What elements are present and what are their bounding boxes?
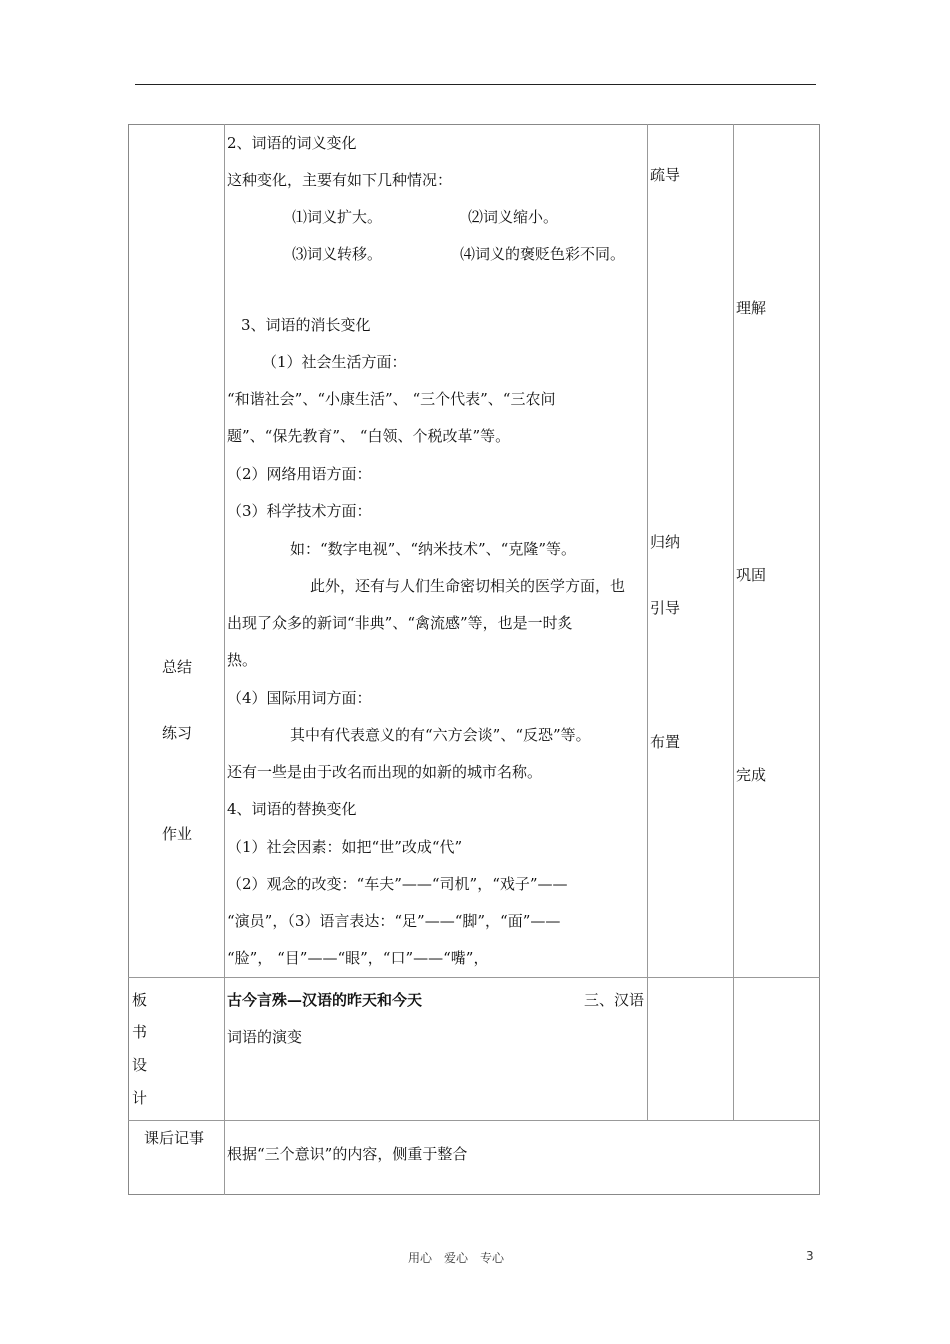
row-divider-2 <box>128 1120 820 1121</box>
teacher-assign: 布置 <box>650 733 681 751</box>
sec3-sub4: （4）国际用词方面： <box>227 689 372 707</box>
label-homework: 作业 <box>162 825 193 843</box>
row-divider-1 <box>128 977 820 978</box>
label-practice: 练习 <box>162 724 193 742</box>
sec2-item2: ⑵词义缩小。 <box>468 208 559 226</box>
sec4-title: 4、词语的替换变化 <box>227 800 357 818</box>
footer-motto: 用心 爱心 专心 <box>408 1251 505 1265</box>
sec3-sub1-line1: “和谐社会”、“小康生活”、 “三个代表”、“三农问 <box>227 390 556 408</box>
board-title: 古今言殊—汉语的昨天和今天 <box>227 991 423 1009</box>
label-board-2: 书 <box>132 1023 148 1041</box>
header-rule <box>135 84 816 85</box>
col-divider-3 <box>733 124 734 1120</box>
col-divider-1 <box>224 124 225 1195</box>
sec4-line1: （1）社会因素：如把“世”改成“代” <box>227 838 463 856</box>
sec3-sub3-line1: 如：“数字电视”、“纳米技术”、“克隆”等。 <box>290 540 577 558</box>
sec3-sub4-line2: 还有一些是由于改名而出现的如新的城市名称。 <box>227 763 543 781</box>
student-understand: 理解 <box>736 299 767 317</box>
label-board-4: 计 <box>132 1089 148 1107</box>
label-board-3: 设 <box>132 1056 148 1074</box>
sec4-line2: （2）观念的改变：“车夫”——“司机”，“戏子”—— <box>227 875 568 893</box>
sec3-para-line2: 出现了众多的新词“非典”、“禽流感”等，也是一时炙 <box>227 614 573 632</box>
sec3-sub4-line1: 其中有代表意义的有“六方会谈”、“反恐”等。 <box>290 726 591 744</box>
student-complete: 完成 <box>736 766 767 784</box>
sec3-title: 3、词语的消长变化 <box>241 316 371 334</box>
label-board-1: 板 <box>132 991 148 1009</box>
student-consolidate: 巩固 <box>736 566 767 584</box>
sec4-line4: “脸”， “目”——“眼”，“口”——“嘴”， <box>227 949 489 967</box>
teacher-summarize: 归纳 <box>650 533 681 551</box>
sec3-sub1-line2: 题”、“保先教育”、 “白领、个税改革”等。 <box>227 427 511 445</box>
board-right: 三、汉语 <box>584 991 645 1009</box>
board-line2: 词语的演变 <box>227 1028 303 1046</box>
sec3-sub2: （2）网络用语方面： <box>227 465 372 483</box>
sec2-intro: 这种变化，主要有如下几种情况： <box>227 171 453 189</box>
sec4-line3: “演员”，（3）语言表达：“足”——“脚”，“面”—— <box>227 912 561 930</box>
page-number: 3 <box>806 1249 814 1263</box>
sec3-para-line3: 热。 <box>227 651 258 669</box>
sec2-item1: ⑴词义扩大。 <box>292 208 383 226</box>
sec3-sub1: （1）社会生活方面： <box>262 353 407 371</box>
sec2-item3: ⑶词义转移。 <box>292 245 383 263</box>
label-summary: 总结 <box>162 658 193 676</box>
sec2-title: 2、词语的词义变化 <box>227 134 357 152</box>
label-notes: 课后记事 <box>144 1129 205 1147</box>
sec2-item4: ⑷词义的褒贬色彩不同。 <box>460 245 626 263</box>
col-divider-2 <box>647 124 648 1120</box>
teacher-lead: 引导 <box>650 599 681 617</box>
teacher-guide: 疏导 <box>650 166 681 184</box>
sec3-para-line1: 此外，还有与人们生命密切相关的医学方面，也 <box>310 577 626 595</box>
sec3-sub3: （3）科学技术方面： <box>227 502 372 520</box>
notes-text: 根据“三个意识”的内容，侧重于整合 <box>227 1145 468 1163</box>
